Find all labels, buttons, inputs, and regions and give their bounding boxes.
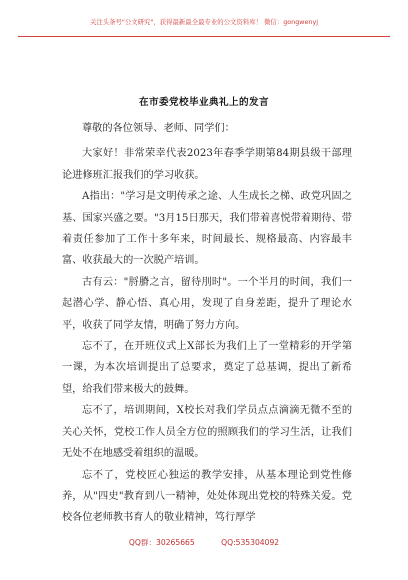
paragraph: 大家好！非常荣幸代表2023年春季学期第84期县级干部理论进修班汇报我们的学习收获。 [62, 148, 352, 181]
paragraph: 忘不了，在开班仪式上X部长为我们上了一堂精彩的开学第一课，为本次培训提出了总要求，奠定了总基调，提出了新希望，给我们带来极大的鼓舞。 [62, 341, 352, 395]
footer-qq-group: QQ群：30265665 [128, 538, 195, 547]
document-title: 在市委党校毕业典礼上的发言 [139, 97, 269, 108]
paragraph: A指出："学习是文明传承之途、人生成长之梯、政党巩固之基、国家兴盛之要。"3月15日那天，我们带着喜悦带着期待、带着责任参加了工作十多年来，时间最长、规格最高、内容最丰富、收获最大的一次脱产培训。 [62, 191, 352, 267]
paragraph: 忘不了，党校匠心独运的教学安排，从基本理论到党性修养，从"四史"教育到八一精神，处处体现出党校的特殊关爱。党校各位老师教书育人的敬业精神，笃行厚学 [62, 469, 352, 524]
footer-qq-contact: QQ:535304092 [221, 538, 280, 547]
header-promo-text: 关注头条号"公文研究"，获得最新最全最专业的公文资料库！ 微信：gongwenyj [89, 18, 319, 26]
salutation: 尊敬的各位领导、老师、同学们： [82, 123, 235, 134]
footer-contact [0, 537, 408, 548]
document-body [62, 118, 352, 529]
paragraph: 忘不了，培训期间，X校长对我们学员点点滴滴无微不至的关心关怀，党校工作人员全方位的照顾我们的学习生活，让我们无处不在地感受着组织的温暖。 [62, 405, 352, 460]
paragraph: 古有云："脟膌之言，留待刖时"。一个半月的时间，我们一起潜心学、静心悟、真心用，发现了自身差距，提升了理论水平，收获了同学友情，明确了努力方向。 [62, 276, 352, 331]
